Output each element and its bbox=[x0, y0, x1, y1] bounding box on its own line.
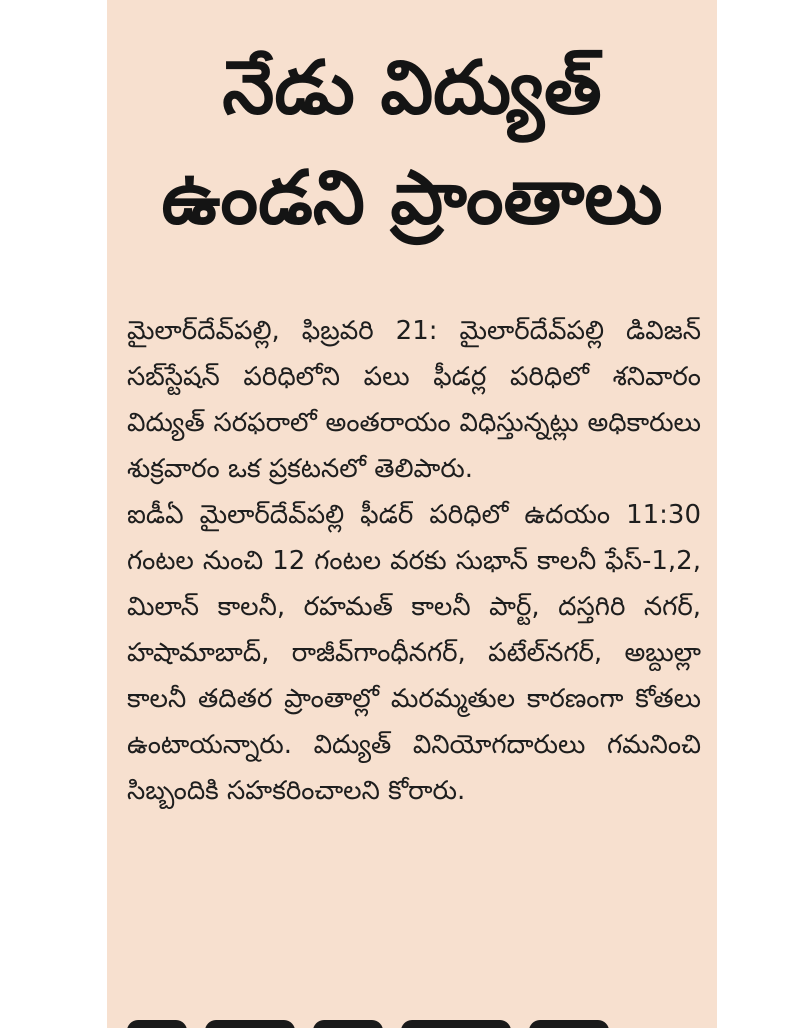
cropped-next-headline bbox=[127, 1010, 701, 1028]
newspaper-clipping bbox=[107, 0, 717, 1028]
article-body bbox=[127, 308, 701, 814]
article-paragraph-2: ఐడీఏ మైలార్‌దేవ్‌పల్లి ఫీడర్ పరిధిలో ఉదయం 11:30 గంటల నుంచి 12 గంటల వరకు సుభాన్ కాలనీ ఫేస్-1,2, మిలాన్ కాలనీ, రహమత్ కాలనీ పార్ట్, దస్తగిరి నగర్, హషామాబాద్, రాజీవ్‌గాంధీనగర్, పటేల్‌నగర్, అబ్దుల్లా కాలనీ తదితర ప్రాంతాల్లో మరమ్మతుల కారణంగా కోతలు ఉంటాయన్నారు. విద్యుత్ వినియోగదారులు గమనించి సిబ్బందికి సహకరించాలని కోరారు. bbox=[127, 500, 701, 806]
article-headline bbox=[107, 36, 717, 256]
headline-line-2: ఉండని ప్రాంతాలు bbox=[161, 155, 663, 241]
headline-line-1: నేడు విద్యుత్ bbox=[222, 45, 602, 131]
article-paragraph-1: మైలార్‌దేవ్‌పల్లి, ఫిబ్రవరి 21: మైలార్‌దేవ్‌పల్లి డివిజన్ సబ్‌స్టేషన్ పరిధిలోని పలు ఫీడర్ల పరిధిలో శనివారం విద్యుత్ సరఫరాలో అంతరాయం విధిస్తున్నట్లు అధికారులు శుక్రవారం ఒక ప్రకటనలో తెలిపారు. bbox=[127, 316, 701, 484]
